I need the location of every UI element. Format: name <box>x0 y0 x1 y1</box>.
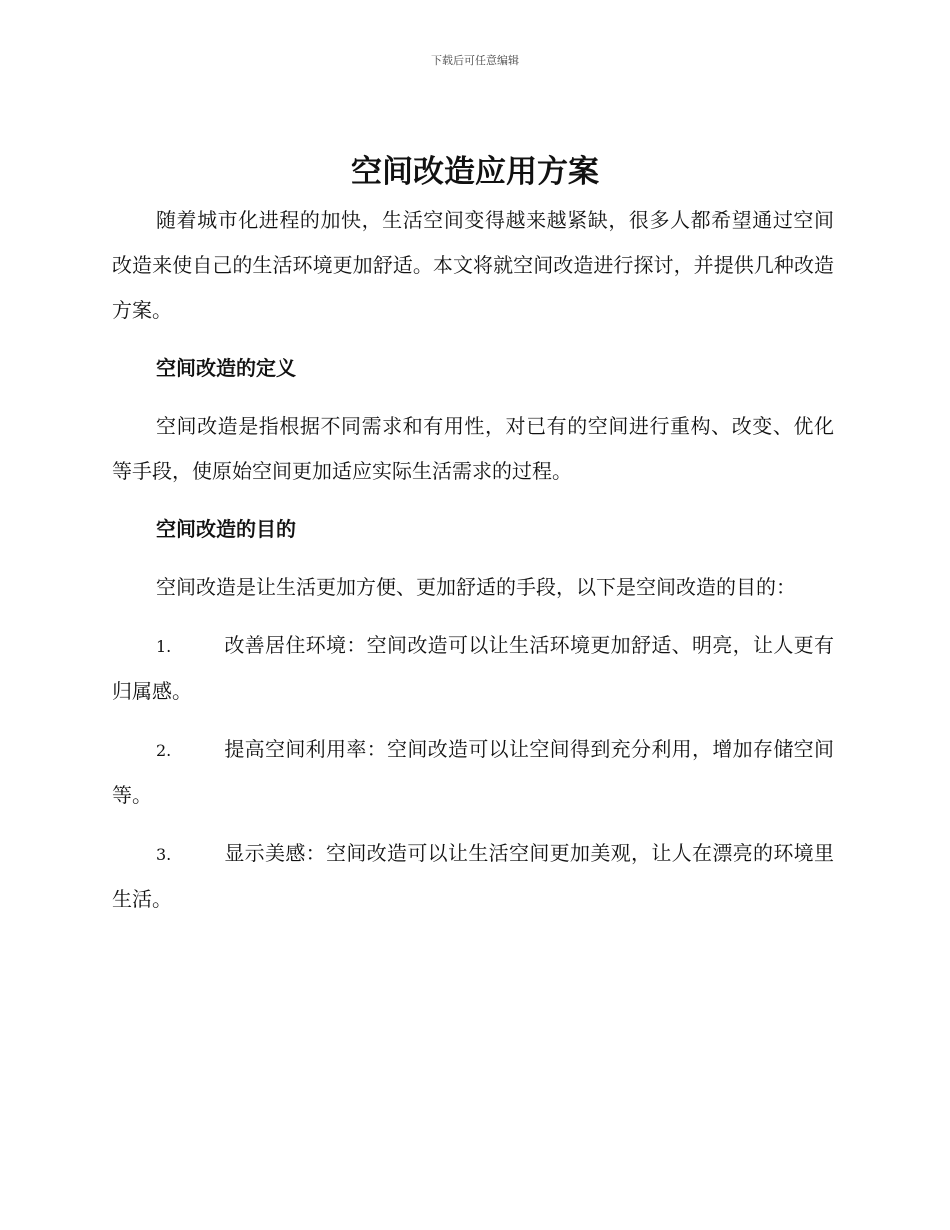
list-item-purpose-2 <box>112 727 834 818</box>
section-heading-definition: 空间改造的定义 <box>156 356 296 380</box>
document-title: 空间改造应用方案 <box>351 154 599 190</box>
list-text: 提高空间利用率：空间改造可以让空间得到充分利用，增加存储空间等。 <box>112 737 834 807</box>
list-text: 改善居住环境：空间改造可以让生活环境更加舒适、明亮，让人更有归属感。 <box>112 633 834 703</box>
list-number: 1. <box>156 637 172 656</box>
list-number: 2. <box>156 741 172 760</box>
header-note: 下载后可任意编辑 <box>431 54 519 67</box>
list-number: 3. <box>156 845 172 864</box>
list-item-purpose-3 <box>112 831 834 922</box>
section-body-purpose: 空间改造是让生活更加方便、更加舒适的手段，以下是空间改造的目的： <box>156 575 796 599</box>
section-heading-purpose: 空间改造的目的 <box>156 517 296 541</box>
list-item-purpose-1 <box>112 623 834 714</box>
intro-paragraph: 随着城市化进程的加快，生活空间变得越来越紧缺，很多人都希望通过空间改造来使自己的生活环境更加舒适。本文将就空间改造进行探讨，并提供几种改造方案。 <box>112 208 834 322</box>
section-body-definition: 空间改造是指根据不同需求和有用性，对已有的空间进行重构、改变、优化等手段，使原始空间更加适应实际生活需求的过程。 <box>112 414 834 483</box>
document-body <box>112 198 834 922</box>
list-text: 显示美感：空间改造可以让生活空间更加美观，让人在漂亮的环境里生活。 <box>112 841 834 911</box>
